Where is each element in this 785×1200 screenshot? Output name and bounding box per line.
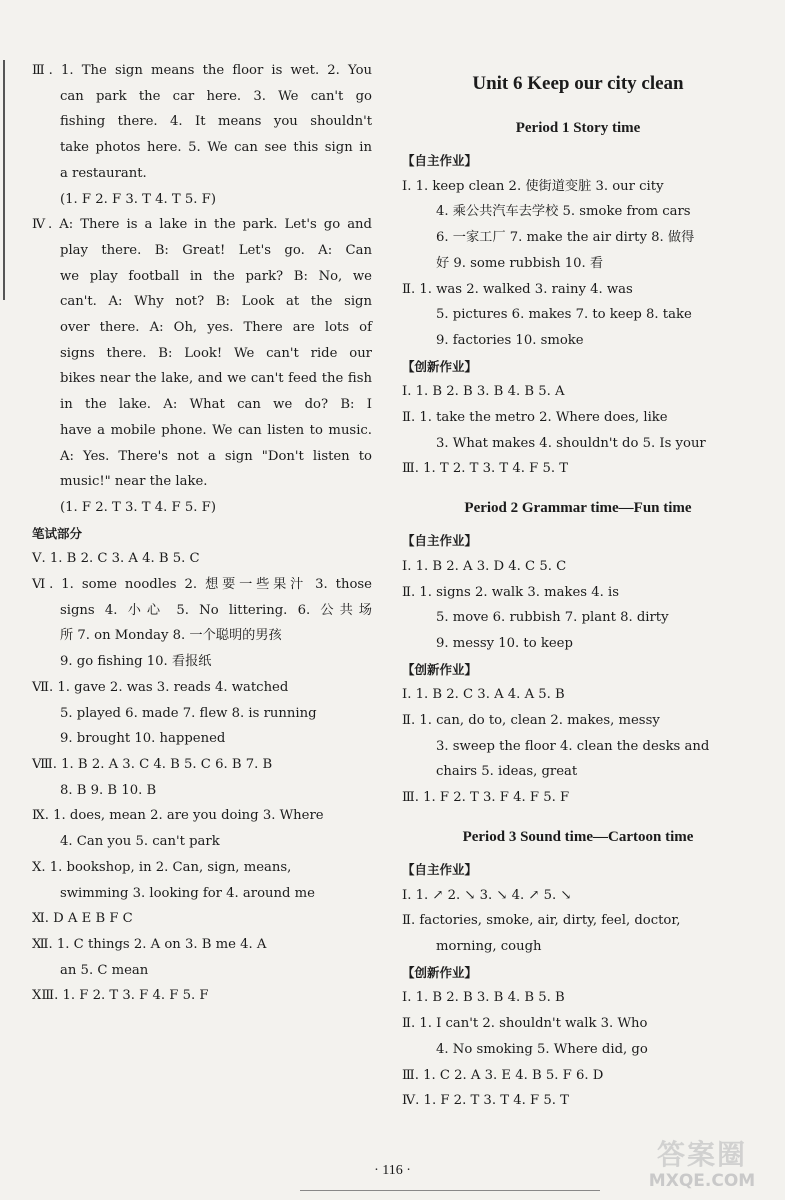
answer-line: morning, cough [436, 938, 542, 954]
answer-line: Ⅶ. 1. gave 2. was 3. reads 4. watched [32, 679, 289, 695]
answer-line: Ⅱ. factories, smoke, air, dirty, feel, doctor, [402, 913, 681, 929]
answer-line: Ⅱ. 1. signs 2. walk 3. makes 4. is [402, 584, 619, 600]
answer-line: a restaurant. [60, 165, 147, 181]
answer-line: 3. What makes 4. shouldn't do 5. Is your [436, 435, 706, 451]
answer-line: play there. B: Great! Let's go. A: Can [60, 242, 372, 258]
watermark-url: MXQE.COM [648, 1171, 756, 1191]
answer-line: 所 7. on Monday 8. 一个聪明的男孩 [60, 628, 282, 644]
answer-line: Ⅴ. 1. B 2. C 3. A 4. B 5. C [32, 551, 200, 567]
answer-line: signs there. B: Look! We can't ride our [60, 345, 372, 361]
answer-line: over there. A: Oh, yes. There are lots of [60, 320, 372, 336]
answer-line: 9. factories 10. smoke [436, 332, 584, 348]
answer-line: take photos here. 5. We can see this sign in [60, 140, 372, 156]
answer-line: 3. sweep the floor 4. clean the desks and [436, 738, 710, 754]
answer-line: an 5. C mean [60, 962, 149, 978]
answer-line: 5. played 6. made 7. flew 8. is running [60, 705, 317, 721]
answer-line: can park the car here. 3. We can't go [60, 88, 372, 104]
answer-line: A: Yes. There's not a sign "Don't listen to [60, 448, 372, 464]
answer-line: Ⅰ. 1. keep clean 2. 使街道变脏 3. our city [402, 178, 664, 194]
creative-label: 【创新作业】 [402, 964, 478, 980]
answer-line: music!" near the lake. [60, 474, 208, 490]
answer-line: bikes near the lake, and we can't feed the fish [60, 371, 372, 387]
answer-line: 9. brought 10. happened [60, 731, 226, 747]
answer-line: Ⅺ. D A E B F C [32, 911, 133, 927]
answer-line: Ⅰ. 1. B 2. B 3. B 4. B 5. A [402, 384, 565, 400]
answer-line: ⅩⅢ. 1. F 2. T 3. F 4. F 5. F [32, 988, 209, 1004]
answer-line: Ⅲ. 1. T 2. T 3. T 4. F 5. T [402, 461, 569, 477]
answer-line: Ⅱ. 1. can, do to, clean 2. makes, messy [402, 713, 660, 729]
answer-line: Ⅳ. 1. F 2. T 3. T 4. F 5. T [402, 1093, 569, 1109]
answer-line: have a mobile phone. We can listen to music. [60, 422, 372, 438]
answer-line: Ⅲ. 1. F 2. T 3. F 4. F 5. F [402, 790, 570, 806]
unit-title: Unit 6 Keep our city clean [472, 73, 684, 94]
answer-line: Ⅰ. 1. ↗ 2. ↘ 3. ↘ 4. ↗ 5. ↘ [402, 887, 572, 903]
answer-line: 8. B 9. B 10. B [60, 782, 157, 798]
answer-line: 9. messy 10. to keep [436, 635, 573, 651]
answer-line: (1. F 2. F 3. T 4. T 5. F) [60, 191, 216, 207]
answer-line: Ⅱ. 1. take the metro 2. Where does, like [402, 410, 668, 426]
answer-line: 5. pictures 6. makes 7. to keep 8. take [436, 307, 692, 323]
answer-line: Ⅰ. 1. B 2. C 3. A 4. A 5. B [402, 687, 565, 703]
answer-line: swimming 3. looking for 4. around me [60, 885, 315, 901]
answer-line: signs 4. 小心 5. No littering. 6. 公共场 [60, 602, 372, 618]
answer-line: in the lake. A: What can we do? B: I [60, 397, 372, 413]
answer-line: 好 9. some rubbish 10. 看 [436, 255, 604, 271]
answer-line: we play football in the park? B: No, we [60, 268, 372, 284]
section-heading: 笔试部分 [32, 525, 83, 541]
period-title: Period 1 Story time [515, 120, 641, 136]
answer-line: Ⅷ. 1. B 2. A 3. C 4. B 5. C 6. B 7. B [32, 756, 273, 772]
homework-label: 【自主作业】 [402, 861, 478, 877]
answer-line: 4. Can you 5. can't park [60, 834, 220, 850]
left-edge-rule [3, 60, 5, 300]
bottom-rule [300, 1190, 600, 1191]
answer-line: 6. 一家工厂 7. make the air dirty 8. 做得 [436, 230, 695, 246]
answer-line: Ⅳ. A: There is a lake in the park. Let's go and [32, 217, 372, 233]
creative-label: 【创新作业】 [402, 358, 478, 374]
answer-line: fishing there. 4. It means you shouldn't [60, 114, 372, 130]
homework-label: 【自主作业】 [402, 153, 478, 168]
answer-line: Ⅲ. 1. The sign means the floor is wet. 2. You [32, 63, 372, 78]
answer-line: Ⅹ. 1. bookshop, in 2. Can, sign, means, [32, 859, 292, 875]
answer-line: chairs 5. ideas, great [436, 764, 578, 780]
answer-line: Ⅲ. 1. C 2. A 3. E 4. B 5. F 6. D [402, 1067, 604, 1083]
answer-line: 5. move 6. rubbish 7. plant 8. dirty [436, 610, 669, 626]
answer-line: Ⅰ. 1. B 2. A 3. D 4. C 5. C [402, 558, 567, 574]
period-title: Period 3 Sound time—Cartoon time [462, 828, 694, 845]
answer-line: Ⅸ. 1. does, mean 2. are you doing 3. Where [32, 808, 324, 824]
answer-line: Ⅰ. 1. B 2. B 3. B 4. B 5. B [402, 990, 565, 1006]
answer-line: Ⅱ. 1. I can't 2. shouldn't walk 3. Who [402, 1016, 648, 1032]
answer-line: Ⅵ. 1. some noodles 2. 想要一些果汁 3. those [32, 577, 372, 593]
watermark-logo [627, 1138, 777, 1194]
answer-line: 4. No smoking 5. Where did, go [436, 1041, 648, 1057]
page-number: · 116 · [374, 1163, 411, 1178]
homework-label: 【自主作业】 [402, 533, 478, 549]
answer-line: can't. A: Why not? B: Look at the sign [60, 294, 372, 310]
right-column [402, 58, 754, 1114]
answer-line: Ⅱ. 1. was 2. walked 3. rainy 4. was [402, 281, 633, 297]
answer-line: 9. go fishing 10. 看报纸 [60, 654, 212, 670]
creative-label: 【创新作业】 [402, 661, 478, 677]
answer-line: 4. 乘公共汽车去学校 5. smoke from cars [436, 204, 691, 220]
left-column [32, 58, 372, 1009]
period-title: Period 2 Grammar time—Fun time [464, 500, 692, 517]
answer-line: Ⅻ. 1. C things 2. A on 3. B me 4. A [32, 936, 267, 952]
answer-line: (1. F 2. T 3. T 4. F 5. F) [60, 499, 216, 515]
watermark-logo-text: 答案圈 [656, 1138, 747, 1171]
